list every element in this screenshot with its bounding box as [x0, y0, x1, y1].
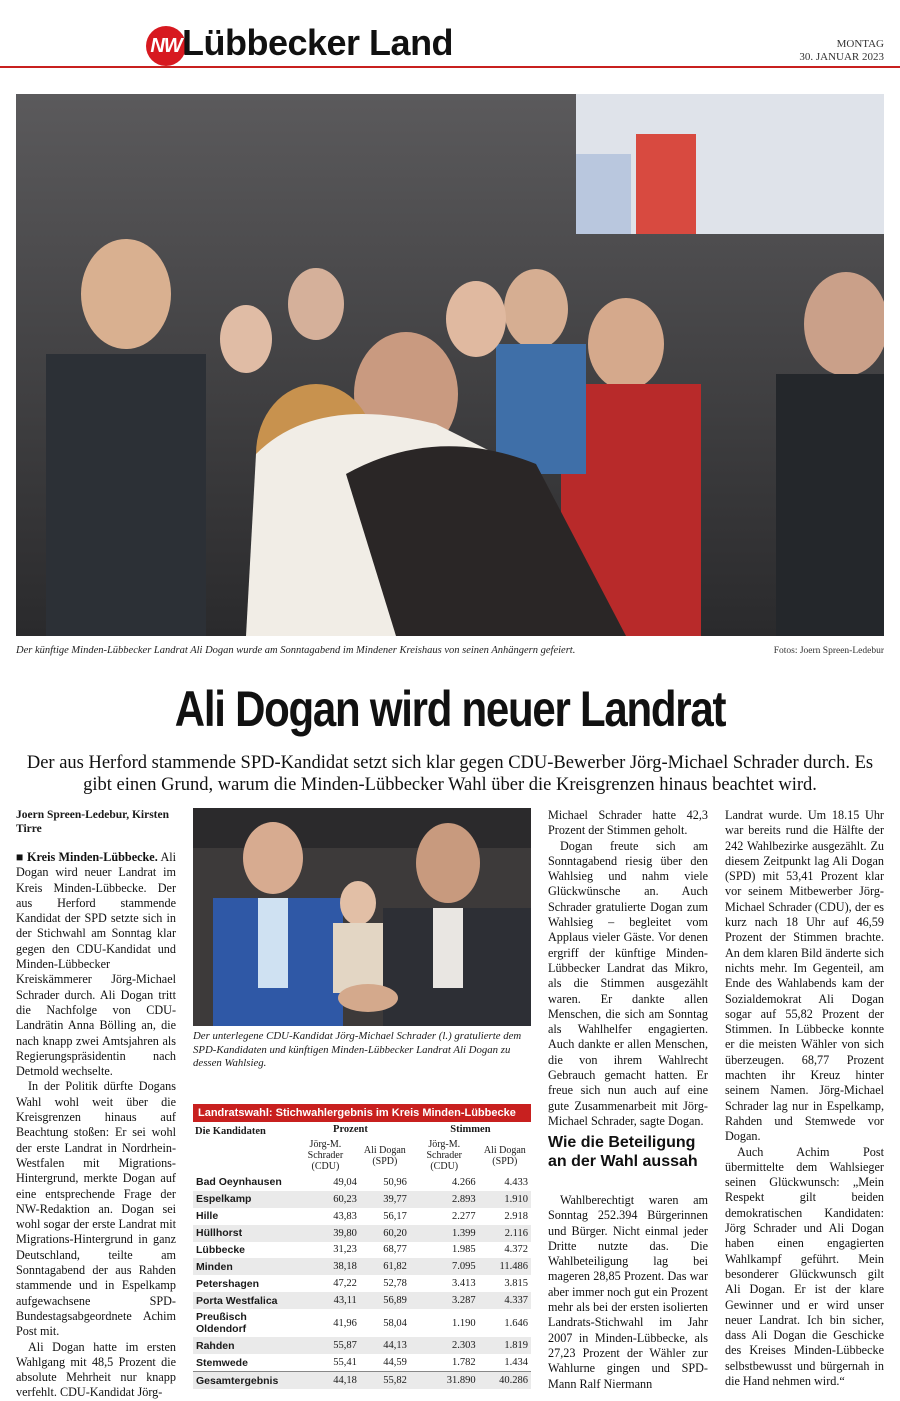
cell: 55,41 [333, 1357, 357, 1369]
column-1 [16, 850, 176, 1401]
cell: 68,77 [383, 1244, 407, 1256]
cell: 49,04 [333, 1176, 357, 1188]
table-row [193, 1337, 531, 1354]
table-title: Landratswahl: Stichwahlergebnis im Kreis Minden-Lübbecke [193, 1104, 531, 1122]
paragraph: Auch Achim Post übermittelte dem Wahlsieger seinen Glückwunsch: „Mein Respekt gilt beiden demokratischen Kandidaten: Jörg Schrader und Ali Dogan haben einen engagierten Wahlkampf geführt. Mein besonderer Glückwunsch gilt Ali Dogan. Er ist der klare Gewinner und er wird unser neuer Landrat. Ich bin sicher, dass Ali Dogan die Geschicke des Kreises Minden-Lübbecke selbstbewusst und bürgernah in die Hand nehmen wird.“ [725, 1144, 884, 1388]
cell: 7.095 [452, 1261, 476, 1273]
paragraph: Wahlberechtigt waren am Sonntag 252.394 Bürgerinnen und Bürger. Nicht einmal jeder Dritte nutzte das. Die Wahlbeteiligung lag bei mageren 28,85 Prozent. Das war aber immer noch gut ein Prozent mehr als bei der ersten isolierten Landrats-Stichwahl im Jahr 2007 in Minden-Lübbecke, als 27,23 Prozent der Wähler zur Wahlurne gingen und SPD-Mann Ralf Niermann [548, 1193, 708, 1391]
cell: Rahden [196, 1339, 235, 1352]
group-percent: Prozent [333, 1124, 368, 1135]
paragraph: Michael Schrader hatte 42,3 Prozent der Stimmen geholt. [548, 808, 708, 838]
cell: 31.890 [410, 1372, 479, 1389]
weekday: MONTAG [836, 38, 884, 50]
cell: 4.433 [504, 1176, 528, 1188]
table-row [193, 1191, 531, 1208]
cell: 1.646 [504, 1317, 528, 1329]
cell: 4.372 [504, 1244, 528, 1256]
cell: 43,83 [333, 1210, 357, 1222]
cell: 2.303 [452, 1340, 476, 1352]
nw-logo: NW [146, 26, 186, 66]
cell: 1.782 [452, 1357, 476, 1369]
cell: 44,13 [383, 1340, 407, 1352]
deck: Der aus Herford stammende SPD-Kandidat setzt sich klar gegen CDU-Bewerber Jörg-Michael Schrader durch. Es gibt einen Grund, warum die Minden-Lübbecker Wahl über die Kreisgrenzen hinaus beachtet wird. [26, 753, 874, 795]
col-candidates: Die Kandidaten [195, 1126, 266, 1137]
results-table [193, 1104, 531, 1389]
cell: 1.399 [452, 1227, 476, 1239]
cell: Bad Oeynhausen [196, 1176, 282, 1189]
table-row [193, 1258, 531, 1275]
paragraph: Dogan freute sich am Sonntagabend riesig über den Wahlsieg und nahm viele Glückwünsche an. Auch Schrader gratulierte Dogan zum Wahlsieg – begleitet vom Applaus vieler Gäste. Vor denen ergriff der künftige Minden-Lübbecker Landrat das Mikro, als die Stimmen ausgezählt waren. Er dankte allen Menschen, die sich am Sonntag als Wahlhelfer engagierten. Auch dankte er allen Menschen, die von ihrem Wahlrecht Gebrauch gemacht hatten. Er freue sich nun auch auf eine gute Zusammenarbeit mit Jörg-Michael Schrader, sagte Dogan. [548, 838, 708, 1128]
col-cand-a: Jörg-M. Schrader (CDU) [307, 1139, 344, 1172]
cell: 43,11 [333, 1295, 357, 1307]
section-title: Lübbecker Land [182, 22, 454, 63]
group-votes: Stimmen [450, 1124, 491, 1135]
dateline: ■ Kreis Minden-Lübbecke. [16, 850, 158, 864]
cell: 11.486 [499, 1261, 528, 1273]
lead-photo-caption: Der künftige Minden-Lübbecker Landrat Ali Dogan wurde am Sonntagabend im Mindener Kreishaus von seinen Anhängern gefeiert. [16, 645, 576, 656]
cell: 55,87 [333, 1340, 357, 1352]
table-row [193, 1208, 531, 1225]
paragraph [16, 850, 176, 1079]
headline: Ali Dogan wird neuer Landrat [174, 681, 726, 737]
cell: 44,59 [383, 1357, 407, 1369]
table-row [193, 1242, 531, 1259]
table-row [193, 1292, 531, 1309]
cell: 50,96 [383, 1176, 407, 1188]
cell: Porta Westfalica [196, 1294, 278, 1307]
col-cand-b: Ali Dogan (SPD) [363, 1144, 406, 1167]
table-row [193, 1354, 531, 1371]
table-header-group [193, 1122, 531, 1137]
page-header [0, 0, 900, 70]
cell: 2.116 [504, 1227, 528, 1239]
column-4 [725, 808, 884, 1389]
table-row [193, 1275, 531, 1292]
column-3 [548, 808, 708, 1129]
cell: 3.413 [452, 1278, 476, 1290]
header-rule [0, 66, 900, 68]
cell: 31,23 [333, 1244, 357, 1256]
cell: 1.434 [504, 1357, 528, 1369]
cell: 60,20 [383, 1227, 407, 1239]
cell: 55,82 [360, 1372, 410, 1389]
issue-date: 30. JANUAR 2023 [799, 51, 884, 63]
cell: 1.819 [504, 1340, 528, 1352]
column-3-continued [548, 1193, 708, 1392]
second-photo-caption: Der unterlegene CDU-Kandidat Jörg-Michael Schrader (l.) gratulierte dem SPD-Kandidaten und künftigen Minden-Lübbecker Landrat Ali Dogan zu dessen Wahlsieg. [193, 1030, 522, 1069]
cell: 38,18 [333, 1261, 357, 1273]
paragraph-text: Ali Dogan wird neuer Landrat im Kreis Minden-Lübbecke. Der aus Herford stammende Kandidat der SPD setzte sich in der Stichwahl am Sonntag klar gegen den CDU-Kandidat und Minden-Lübbecker Kreiskämmerer Jörg-Michael Schrader durch. Ali Dogan tritt die Nachfolge von CDU-Landrätin Anna Bölling an, die nach knapp zwei Amtsjahren als Regierungspräsidentin nach Detmold wechselte. [16, 850, 177, 1079]
cell: Preußisch Oldendorf [196, 1311, 247, 1336]
cell: 58,04 [383, 1317, 407, 1329]
cell: 44,18 [291, 1372, 360, 1389]
cell: 1.910 [504, 1193, 528, 1205]
photo-credit: Fotos: Joern Spreen-Ledebur [773, 646, 884, 656]
cell: Espelkamp [196, 1193, 252, 1206]
cell: 39,80 [333, 1227, 357, 1239]
cell: 2.893 [452, 1193, 476, 1205]
cell: 4.337 [504, 1295, 528, 1307]
cell: 47,22 [333, 1278, 357, 1290]
col-cand-a: Jörg-M. Schrader (CDU) [426, 1139, 463, 1172]
cell: Hüllhorst [196, 1227, 243, 1240]
cell: 3.815 [504, 1278, 528, 1290]
cell: 52,78 [383, 1278, 407, 1290]
table-total-row [193, 1372, 531, 1389]
cell: 61,82 [383, 1261, 407, 1273]
subheading: Wie die Beteiligung an der Wahl aussah [548, 1134, 698, 1170]
second-photo [193, 808, 531, 1026]
cell: 39,77 [383, 1193, 407, 1205]
cell: Minden [196, 1260, 233, 1273]
lead-photo [16, 94, 884, 636]
table-row [193, 1174, 531, 1191]
cell: 1.190 [452, 1317, 476, 1329]
col-cand-b: Ali Dogan (SPD) [483, 1144, 526, 1167]
cell: 1.985 [452, 1244, 476, 1256]
cell: 56,17 [383, 1210, 407, 1222]
cell: 40.286 [479, 1372, 531, 1389]
paragraph: Ali Dogan hatte im ersten Wahlgang mit 48,5 Prozent die absolute Mehrheit nur knapp verfehlt. CDU-Kandidat Jörg- [16, 1339, 176, 1400]
cell: 4.266 [452, 1176, 476, 1188]
cell: Petershagen [196, 1277, 260, 1290]
table-row [193, 1309, 531, 1337]
cell: Stemwede [196, 1356, 248, 1369]
cell: 41,96 [333, 1317, 357, 1329]
cell: 2.918 [504, 1210, 528, 1222]
cell: Gesamtergebnis [193, 1372, 291, 1389]
cell: 60,23 [333, 1193, 357, 1205]
cell: 2.277 [452, 1210, 476, 1222]
cell: 3.287 [452, 1295, 476, 1307]
cell: 56,89 [383, 1295, 407, 1307]
paragraph: Landrat wurde. Um 18.15 Uhr war bereits rund die Hälfte der 242 Wahlbezirke ausgezählt. Zu diesem Zeitpunkt lag Ali Dogan (SPD) mit 53,41 Prozent klar vor seinem Mitbewerber Jörg-Michael Schrader (CDU), der es kurz nach 18 Uhr auf 46,59 Prozent der Stimmen brachte. An dem klaren Bild änderte sich nichts mehr. Im Gegenteil, am Ende des Wahlabends kam der Sozialdemokrat Ali Dogan sogar auf 55,82 Prozent der Stimmen. In Lübbecke konnte er die meisten Wähler von sich überzeugen. 68,77 Prozent machten ihr Kreuz hinter seinem Namen. Jörg-Michael Schrader lag nur in Espelkamp, Rahden und Stemwede vor Dogan. [725, 808, 884, 1144]
paragraph: In der Politik dürfte Dogans Wahl wohl weit über die Kreisgrenzen hinaus auf Beachtung stoßen: Er sei wohl der erste Landrat in Nordrhein-Westfalen mit Migrations-Hintergrund, merkte Dogan auf eine entsprechende Frage der NW-Redaktion an. Dogan sei wohl sogar der erste Landrat mit Migrations-Hintergrund in ganz Deutschland, teilte am Sonntagabend der aus Rahden stammende und in Espelkamp aufgewachsene SPD-Bundestagsabgeordnete Achim Post mit. [16, 1079, 176, 1339]
byline: Joern Spreen-Ledebur, Kirsten Tirre [16, 809, 170, 835]
table-row [193, 1225, 531, 1242]
cell: Hille [196, 1210, 219, 1223]
cell: Lübbecke [196, 1243, 246, 1256]
